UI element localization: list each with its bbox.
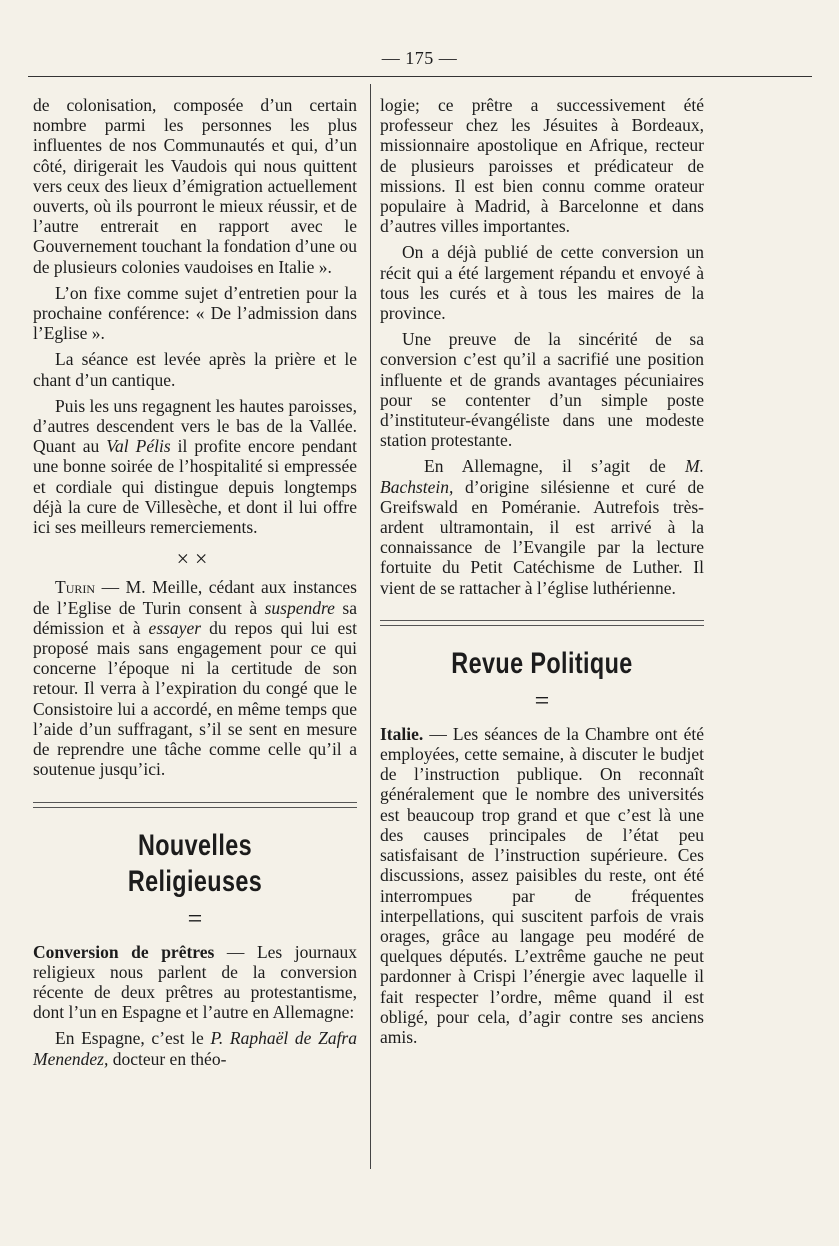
right-column [380, 95, 704, 1053]
text-run: — M. Meille, cédant aux instances de l’Eglise de Turin consent à [33, 577, 357, 618]
paragraph: La séance est levée après la prière et le chant d’un cantique. [33, 349, 357, 390]
paragraph [33, 577, 357, 779]
conversion-label: Conversion de prêtres [33, 941, 215, 962]
paragraph: L’on fixe comme sujet d’entretien pour la prochaine conférence: « De l’admission dans l’Eglise ». [33, 282, 357, 344]
section-mark: = [187, 903, 203, 933]
italic-run: Val Pélis [106, 436, 171, 457]
italic-run: suspendre [264, 597, 335, 618]
page-number: — 175 — [381, 48, 458, 68]
paragraph: On a déjà publié de cette conversion un récit qui a été largement répandu et envoyé à tous les curés et à tous les maires de la province. [380, 242, 704, 324]
text-run: sa démission et à [33, 597, 358, 638]
paragraph [33, 942, 357, 1023]
text-run: — Les journaux religieux nous parlent de la conversion récente de deux prêtres au protestantisme, dont l’un en Espagne et l’autre en Allemagne: [33, 941, 357, 1023]
italic-run: P. Raphaël de Zafra Menendez, [33, 1028, 357, 1069]
italic-run: essayer [148, 617, 202, 638]
separator-mark: ×× [176, 546, 214, 572]
text-run: il profite encore pendant une bonne soirée de l’hospitalité si empressée et cordiale qui distingue depuis longtemps déjà la cure de Villesèche, et dont il lui offre ici ses meilleurs remerciements. [33, 436, 358, 538]
section-mark: = [534, 685, 550, 715]
section-rule [380, 620, 704, 626]
paragraph: de colonisation, composée d’un certain nombre parmi les personnes les plus influentes de nos Communautés et qui, d’un côté, dirigerait les Vaudois qui nous quittent vers ceux des lieux d’émigration actuellement ouverts, où ils pourront le mieux réussir, et de l’autre entrerait en rapport avec le Gouvernement touchant la fondation d’une ou de plusieurs colonies vaudoises en Italie ». [33, 95, 357, 277]
paragraph: Une preuve de la sincérité de sa conversion c’est qu’il a sacrifié une position influente et de grands avantages pécuniaires pour se contenter d’un simple poste d’instituteur-évangéliste dans une modeste station protestante. [380, 329, 704, 451]
turin-label: Turin [55, 577, 96, 598]
section-title: Nouvelles Religieuses [127, 828, 263, 898]
text-run: En Allemagne, il s’agit de [424, 456, 686, 477]
paragraph [380, 724, 704, 1047]
text-run: d’origine silésienne et curé de Greifswald en Poméranie. Autrefois très-ardent ultramontain, il est arrivé à la connaissance de l’Evangile par la lecture fortuite du Petit Catéchisme de Luther. Il vient de se rattacher à l’église luthérienne. [380, 476, 704, 598]
italie-label: Italie. [380, 723, 424, 744]
section-rule [33, 802, 357, 808]
left-column [33, 95, 357, 1075]
text-run: docteur en théo- [108, 1048, 227, 1069]
paragraph [380, 456, 704, 597]
section-title: Revue Politique [451, 646, 633, 680]
column-divider [370, 84, 371, 1169]
paragraph [33, 1028, 357, 1068]
italic-run: M. Bachstein, [380, 456, 704, 497]
text-run: En Espagne, c’est le [55, 1028, 211, 1049]
paragraph: logie; ce prêtre a successivement été professeur chez les Jésuites à Bordeaux, missionnaire apostolique en Afrique, recteur de plusieurs paroisses et prédicateur de missions. Il est bien connu comme orateur populaire à Madrid, à Barcelonne et dans d’autres villes importantes. [380, 95, 704, 237]
text-run: Puis les uns regagnent les hautes paroisses, d’autres descendent vers le bas de la Vallée. Quant au [33, 395, 357, 457]
text-run: du repos qui lui est proposé mais sans engagement pour ce qui concerne l’époque ni la certitude de son retour. Il verra à l’expiration du congé que le Consistoire lui a accordé, en même temps que l’aide d’un suffragant, s’il se sent en mesure de reprendre une tâche comme celle qu’il a soutenue jusqu’ici. [33, 617, 357, 780]
text-run: — Les séances de la Chambre ont été employées, cette semaine, à discuter le budjet de l’instruction publique. On reconnaît généralement que le nombre des universités est beaucoup trop grand et que c’est là une des causes principales de l’état peu satisfaisant de l’instruction supérieure. Ces discussions, assez paisibles du reste, ont été interrompues par de fréquentes interpellations, qui suscitent parfois de vrais orages, grâce au langage peu modéré de quelques députés. L’extrême gauche ne peut pardonner à Crispi l’énergie avec laquelle il fait respecter l’ordre, même quand il est obligé, pour cela, d’agir contre ses anciens amis. [380, 723, 704, 1047]
header-rule [28, 76, 812, 77]
paragraph [33, 396, 357, 537]
